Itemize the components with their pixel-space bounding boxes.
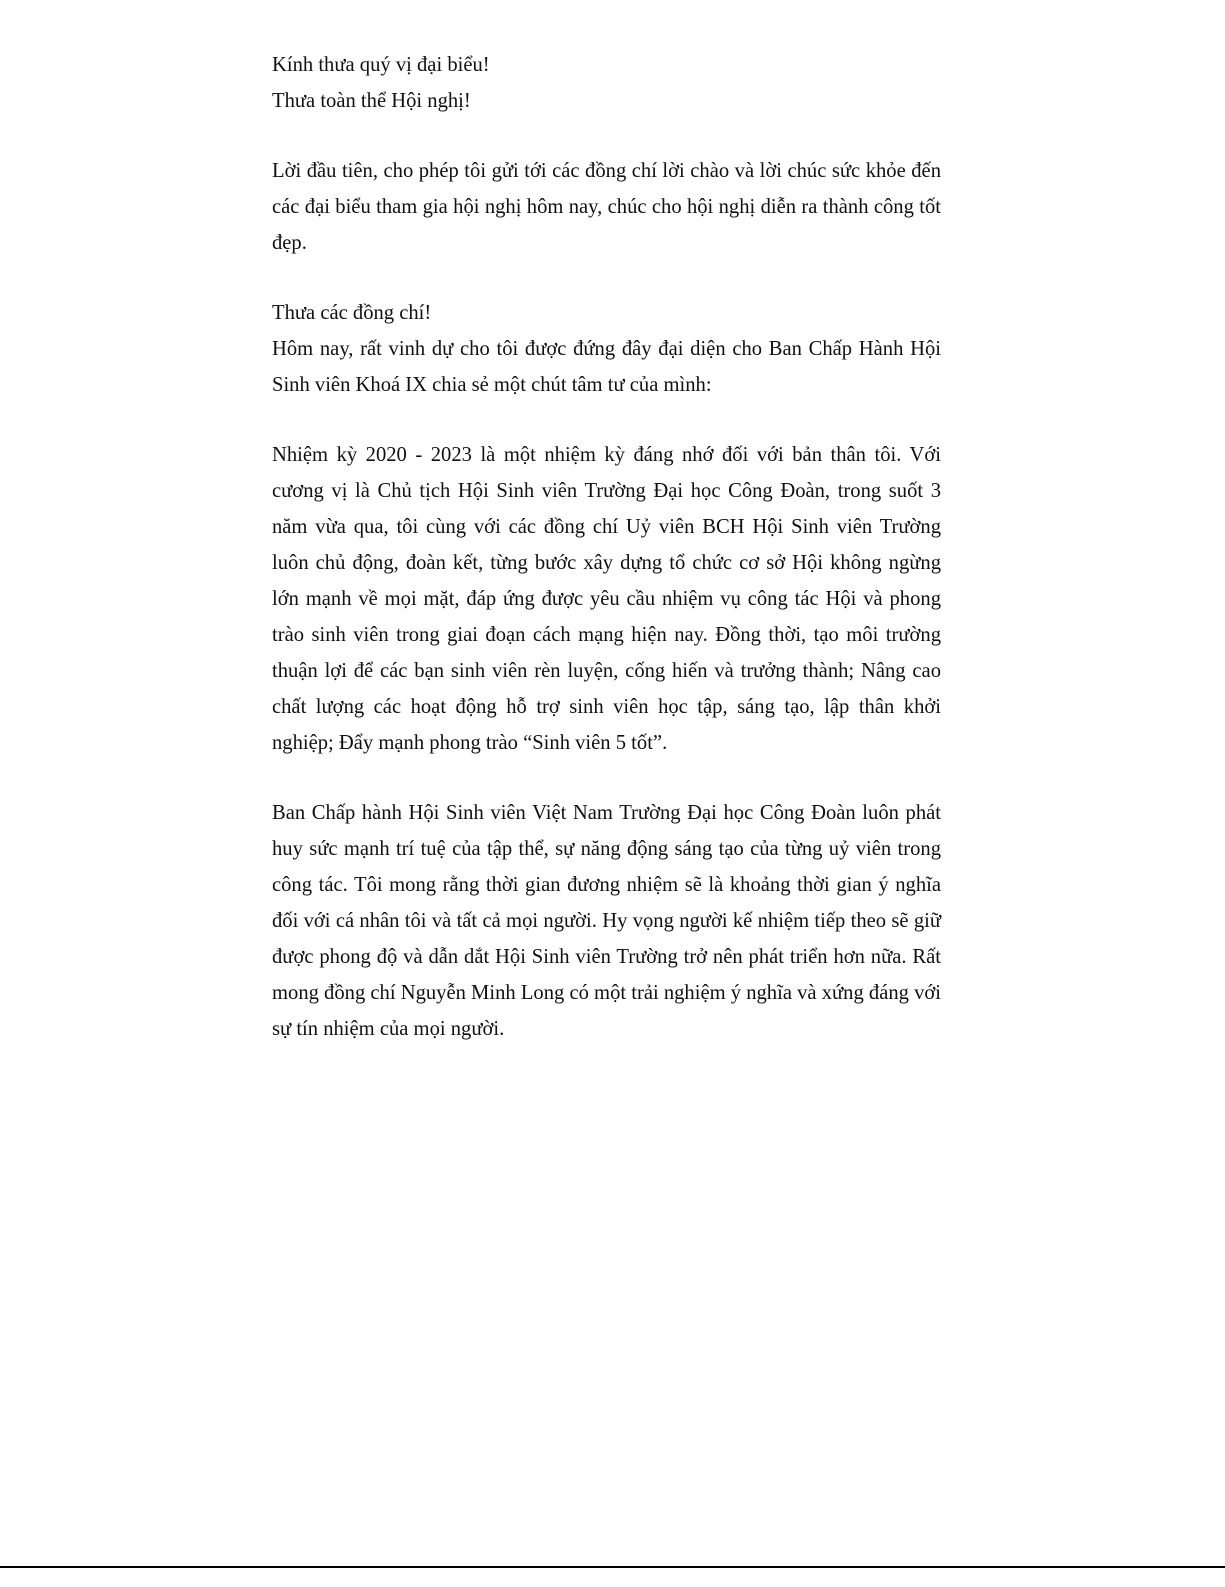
term-reflection-paragraph: Nhiệm kỳ 2020 - 2023 là một nhiệm kỳ đáng nhớ đối với bản thân tôi. Với cương vị là Chủ tịch Hội Sinh viên Trường Đại học Công Đoàn, trong suốt 3 năm vừa qua, tôi cùng với các đồng chí Uỷ viên BCH Hội Sinh viên Trường luôn chủ động, đoàn kết, từng bước xây dựng tổ chức cơ sở Hội không ngừng lớn mạnh về mọi mặt, đáp ứng được yêu cầu nhiệm vụ công tác Hội và phong trào sinh viên trong giai đoạn cách mạng hiện nay. Đồng thời, tạo môi trường thuận lợi để các bạn sinh viên rèn luyện, cống hiến và trưởng thành; Nâng cao chất lượng các hoạt động hỗ trợ sinh viên học tập, sáng tạo, lập thân khởi nghiệp; Đẩy mạnh phong trào “Sinh viên 5 tốt”.: [272, 444, 941, 754]
address-comrades: Thưa các đồng chí!: [272, 302, 432, 324]
closing-paragraph: Ban Chấp hành Hội Sinh viên Việt Nam Trường Đại học Công Đoàn luôn phát huy sức mạnh trí tuệ của tập thể, sự năng động sáng tạo của từng uỷ viên trong công tác. Tôi mong rằng thời gian đương nhiệm sẽ là khoảng thời gian ý nghĩa đối với cá nhân tôi và tất cả mọi người. Hy vọng người kế nhiệm tiếp theo sẽ giữ được phong độ và dẫn dắt Hội Sinh viên Trường trở nên phát triển hơn nữa. Rất mong đồng chí Nguyễn Minh Long có một trải nghiệm ý nghĩa và xứng đáng với sự tín nhiệm của mọi người.: [272, 802, 941, 1040]
greeting-conference: Thưa toàn thể Hội nghị!: [272, 90, 471, 112]
page-bottom-border: [0, 1566, 1225, 1587]
opening-greetings: [272, 47, 941, 119]
opening-paragraph: Lời đầu tiên, cho phép tôi gửi tới các đồng chí lời chào và lời chúc sức khỏe đến các đại biểu tham gia hội nghị hôm nay, chúc cho hội nghị diễn ra thành công tốt đẹp.: [272, 160, 941, 254]
greeting-delegates: Kính thưa quý vị đại biểu!: [272, 54, 490, 76]
introduction-paragraph: Hôm nay, rất vinh dự cho tôi được đứng đây đại diện cho Ban Chấp Hành Hội Sinh viên Khoá IX chia sẻ một chút tâm tư của mình:: [272, 338, 941, 396]
speech-text: [272, 47, 941, 1047]
